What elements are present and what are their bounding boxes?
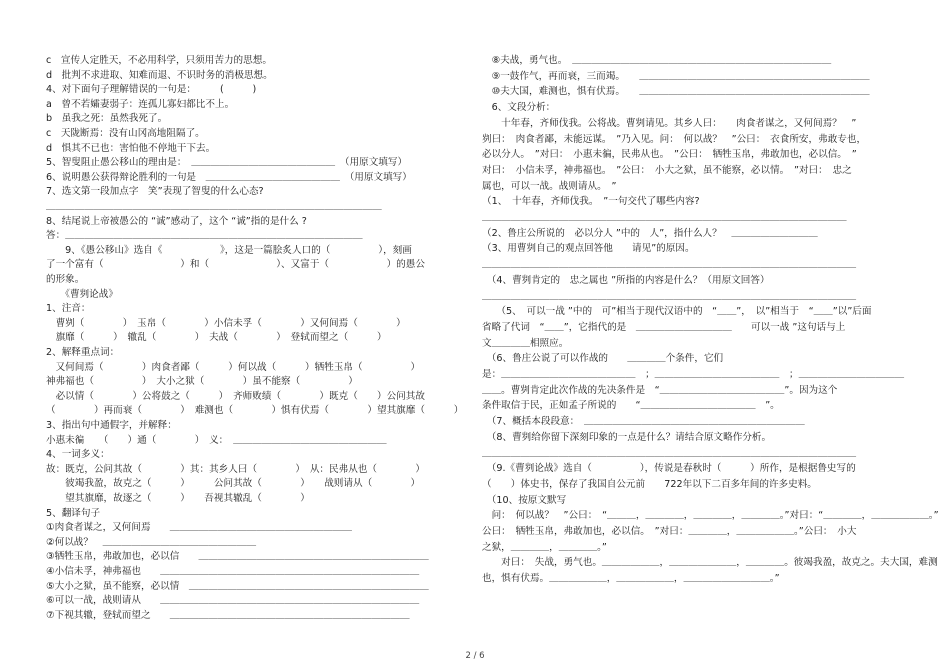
right-column-line: （7、概括本段段意： ＿＿＿＿＿＿＿＿＿＿＿＿＿＿＿＿＿＿＿＿＿＿＿ bbox=[482, 416, 805, 428]
left-column-line: ＿＿＿＿＿＿＿＿＿＿＿＿＿＿＿＿＿＿＿＿＿＿＿＿＿＿＿＿＿＿＿＿＿＿＿ bbox=[46, 201, 382, 212]
left-column-line: ⑤大小之狱，虽不能察，必以情 ＿＿＿＿＿＿＿＿＿＿＿＿＿＿＿＿＿＿＿＿＿＿＿＿＿ bbox=[46, 580, 429, 592]
left-column-line: 的形象。 bbox=[46, 274, 85, 285]
right-column-line: （1、 十年春，齐师伐我。 ”一句交代了哪些内容? bbox=[482, 196, 700, 208]
right-column-line: ＿＿＿＿＿＿＿＿＿＿＿＿＿＿＿＿＿＿＿＿＿＿＿＿＿＿＿＿＿＿＿＿＿＿＿＿＿＿ bbox=[482, 212, 847, 223]
left-column-line: 1、注音： bbox=[46, 303, 91, 315]
right-column-line: （4、曹刿肯定的 忠之属也 ”所指的内容是什么？（用原文回答） bbox=[482, 274, 770, 286]
right-column-line: ＿＿。曹刿肯定此次作战的先决条件是 “＿＿＿＿＿＿＿＿＿＿＿＿＿”。因为这个 bbox=[482, 384, 838, 396]
left-column-line: ②何以战？ ＿＿＿＿＿＿＿＿＿＿＿＿＿＿＿＿ bbox=[46, 536, 257, 548]
right-column-line: （6、鲁庄公说了可以作战的 ＿＿＿＿个条件，它们 bbox=[482, 353, 724, 365]
left-column-line: 9、《愚公移山》选自《 》，这是一篇脍炙人口的（ ），刻画 bbox=[46, 244, 412, 256]
right-column-line: 也，惧有伏焉。＿＿＿＿＿＿，＿＿＿＿＿＿，＿＿＿＿＿＿＿＿＿。” bbox=[482, 573, 780, 585]
right-column-line: 是：＿＿＿＿＿＿＿＿＿＿＿＿＿＿ ；＿＿＿＿＿＿＿＿＿＿＿＿＿ ；＿＿＿＿＿＿＿＿＿＿＿ bbox=[482, 369, 905, 380]
right-column-line: 公曰： 牺牲玉帛，弗敢加也，必以信。 ”对曰：＿＿＿＿，＿＿＿＿＿＿。”公曰： 小大 bbox=[482, 526, 857, 537]
left-column-line: ⑦下视其辙，登轼而望之 ＿＿＿＿＿＿＿＿＿＿＿＿＿＿＿＿＿＿＿＿＿＿＿＿＿ bbox=[46, 609, 410, 621]
left-column-line: 神弗福也（ ） 大小之狱（ ）虽不能察（ ） bbox=[46, 376, 358, 388]
right-column-line: 6、文段分析： bbox=[482, 102, 556, 114]
left-column-line: d 惧其不已也：害怕他不停地干下去。 bbox=[46, 142, 216, 154]
left-column-line: c 天陇断焉：没有山冈高地阻隔了。 bbox=[46, 128, 205, 139]
right-column-line: 问： 何以战？ ”公曰： “＿＿＿，＿＿＿＿，＿＿＿＿，＿＿＿＿。”对曰：“＿＿＿＿，＿＿＿＿＿＿。” bbox=[482, 510, 939, 522]
left-column-line: 旗靡（ ） 辙乱（ ） 夫战（ ） 登轼而望之（ ） bbox=[46, 332, 387, 344]
left-column-line: 曹刿（ ） 玉帛（ ）小信未孚（ ）又何间焉（ ） bbox=[46, 317, 406, 329]
right-column-line: 属也，可以一战。战则请从。 ” bbox=[482, 180, 617, 192]
left-column-line: 5、翻译句子 bbox=[46, 507, 101, 519]
right-column-line: 必以分人。 ”对曰： 小惠未徧，民弗从也。 ”公曰： 牺牲玉帛，弗敢加也，必以信。 ” bbox=[482, 149, 857, 161]
left-column-line: a 曾不若孀妻弱子：连孤儿寡妇都比不上。 bbox=[46, 98, 235, 110]
left-column-line: 4、对下面句子理解错误的一句是： ( ) bbox=[46, 84, 257, 96]
right-column-line: 之狱，＿＿＿＿，＿＿＿＿。” bbox=[482, 541, 607, 553]
right-column-line: ⑩夫大国，难测也，惧有伏焉。 ＿＿＿＿＿＿＿＿＿＿＿＿＿＿＿＿＿＿＿＿＿＿＿＿ bbox=[482, 86, 870, 98]
right-column-line: （2、鲁庄公所说的 必以分人 ”中的 人”，指什么人？ ＿＿＿＿＿＿＿＿＿ bbox=[482, 227, 818, 239]
left-column-line: （ ）再而衰（ ） 难测也（ ）惧有伏焉（ ）望其旗靡（ ） bbox=[46, 405, 464, 417]
right-column-line: （3、用曹刿自己的观点回答他 请见”的原因。 bbox=[482, 243, 695, 255]
left-column-line: 2、解释重点词： bbox=[46, 347, 120, 358]
right-column-line: ⑧夫战，勇气也。 ＿＿＿＿＿＿＿＿＿＿＿＿＿＿＿＿＿＿＿＿＿＿＿＿＿＿＿ bbox=[482, 55, 832, 66]
right-column-line: ⑨一鼓作气，再而衰，三而竭。 ＿＿＿＿＿＿＿＿＿＿＿＿＿＿＿＿＿＿＿＿＿＿＿＿ bbox=[482, 70, 870, 82]
left-column-line: 了一个富有（ ）和（ ）、又富于（ ）的愚公 bbox=[46, 259, 425, 271]
right-column-line: （9.《曹刿论战》选自（ ），传说是春秋时（ ）所作，是根据鲁史写的 bbox=[482, 463, 856, 475]
right-column-line: 条件取信于民，正如孟子所说的 “＿＿＿＿＿＿＿＿＿＿＿＿ ”。 bbox=[482, 400, 780, 412]
left-column-line: 彼竭我盈，故克之（ ） 公问其故（ ） 战则请从（ ） bbox=[46, 478, 421, 490]
right-column-line: 十年春，齐师伐我。公将战。曹刿请见。其乡人曰： 肉食者谋之，又何间焉？ ” bbox=[482, 117, 857, 129]
right-column-line: ＿＿＿＿＿＿＿＿＿＿＿＿＿＿＿＿＿＿＿＿＿＿＿＿＿＿＿＿＿＿＿＿＿＿＿＿＿＿＿ bbox=[482, 447, 857, 459]
left-column-line: 望其旗靡，故逐之（ ） 吾视其辙乱（ ） bbox=[46, 493, 310, 504]
left-column-line: 6、说明愚公获得辩论胜利的一句是 ＿＿＿＿＿＿＿＿＿＿＿＿＿＿ （用原文填写） bbox=[46, 171, 412, 183]
right-column-line: 刿曰： 肉食者鄙，未能远谋。 ”乃入见。问： 何以战？ ”公曰： 衣食所安，弗敢专也， bbox=[482, 133, 867, 145]
left-column-line: ①肉食者谋之，又何间焉 ＿＿＿＿＿＿＿＿＿＿＿＿＿＿＿＿＿＿＿ bbox=[46, 522, 353, 534]
right-column-line: （ ）体史书，保存了我国自公元前 722年以下二百多年间的许多史料。 bbox=[482, 478, 817, 490]
left-column-line: 7、选文第一段加点字 笑”表现了智叟的什么心态? bbox=[46, 186, 264, 198]
left-column-line: 5、智叟阻止愚公移山的理由是： ＿＿＿＿＿＿＿＿＿＿＿＿＿＿＿ （用原文填写） bbox=[46, 157, 408, 169]
left-column-line: 小惠未徧 （ ）通（ ） 义： ＿＿＿＿＿＿＿＿＿＿＿＿＿＿＿＿ bbox=[46, 434, 387, 446]
left-column-line: ③牺牲玉帛，弗敢加也，必以信 ＿＿＿＿＿＿＿＿＿＿＿＿＿＿＿＿＿＿＿＿＿＿＿＿ bbox=[46, 551, 429, 563]
right-column-line: ＿＿＿＿＿＿＿＿＿＿＿＿＿＿＿＿＿＿＿＿＿＿＿＿＿＿＿＿＿＿＿＿＿＿＿＿＿＿＿ bbox=[482, 290, 857, 302]
right-column-line: （10、按原文默写 bbox=[482, 494, 567, 506]
left-column-line: 《曹刿论战》 bbox=[46, 288, 118, 300]
right-column-line: 对曰： 失战，勇气也。＿＿＿＿＿＿，＿＿＿＿＿＿＿，＿＿＿＿。彼竭我盈，故克之。夫大国，难测 bbox=[482, 557, 938, 569]
left-column-line: ⑥可以一战，战则请从 ＿＿＿＿＿＿＿＿＿＿＿＿＿＿＿＿＿＿＿＿＿＿＿＿＿＿＿ bbox=[46, 595, 420, 607]
right-column-line: 文＿＿＿＿相照应。 bbox=[482, 337, 569, 349]
right-column-line: ＿＿＿＿＿＿＿＿＿＿＿＿＿＿＿＿＿＿＿＿＿＿＿＿＿＿＿＿＿＿＿＿＿＿＿＿＿＿＿ bbox=[482, 259, 857, 271]
page-number: 2 / 6 bbox=[465, 651, 485, 661]
left-column-line: 答：＿＿＿＿＿＿＿＿＿＿＿＿＿＿＿＿＿＿＿＿＿＿＿＿＿＿＿＿＿＿＿ bbox=[46, 230, 363, 242]
left-column-line: ④小信未孚，神弗福也 ＿＿＿＿＿＿＿＿＿＿＿＿＿＿＿＿＿＿＿＿＿＿＿＿＿＿＿ bbox=[46, 566, 420, 577]
right-column-line: （8、曹刿给你留下深刻印象的一点是什么？请结合原文略作分析。 bbox=[482, 431, 772, 443]
left-column-line: 故：既克，公问其故（ ）其：其乡人曰（ ） 从：民弗从也（ ） bbox=[46, 463, 425, 475]
left-column-line: b 虽我之死：虽然我死了。 bbox=[46, 113, 168, 125]
left-column-line: 必以情（ ）公将鼓之（ ） 齐师败绩（ ）既克（ ）公问其故 bbox=[46, 390, 425, 402]
right-column-line: 省略了代词 “＿＿”，它指代的是 ＿＿＿＿＿＿＿＿＿＿ 可以一战 ”这句话与上 bbox=[482, 321, 846, 333]
left-column-line: 8、结尾说上帝被愚公的 “诚”感动了，这个 “诚”指的是什么 ? bbox=[46, 215, 307, 227]
right-column-line: （5、 可以一战 ”中的 可”相当于现代汉语中的 “＿＿”， 以”相当于 “＿＿”以”后面 bbox=[482, 306, 872, 318]
right-column-line: 对曰： 小信未孚，神弗福也。 ”公曰： 小大之狱，虽不能察，必以情。 ”对曰： 忠之 bbox=[482, 164, 852, 176]
left-column-line: d 批判不求进取、知难而退、不识时务的消极思想。 bbox=[46, 69, 273, 81]
left-column-line: 4、一词多义： bbox=[46, 449, 110, 461]
left-column-line: 又何间焉（ ）肉食者鄙（ ）何以战（ ）牺牲玉帛（ ） bbox=[46, 361, 421, 373]
left-column-line: 3、指出句中通假字，并解释： bbox=[46, 420, 177, 431]
left-column-line: c 宣传人定胜天，不必用科学，只须用苦力的思想。 bbox=[46, 55, 272, 66]
